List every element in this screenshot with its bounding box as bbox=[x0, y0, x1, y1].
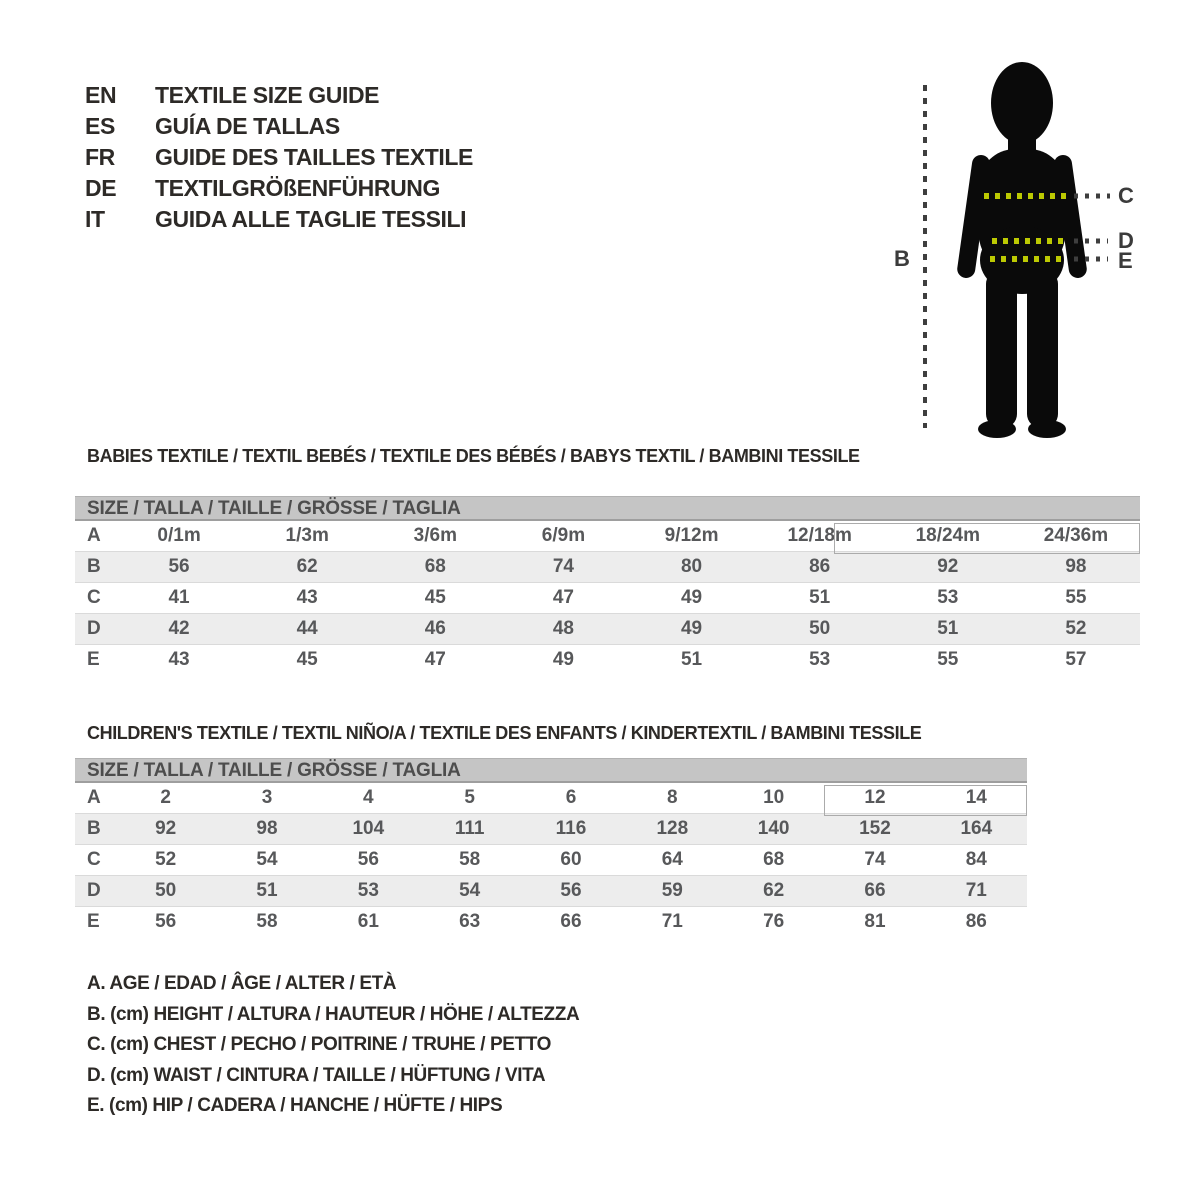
chest-label-c: C bbox=[1118, 183, 1134, 208]
language-label: GUIDE DES TAILLES TEXTILE bbox=[155, 144, 473, 170]
size-cell: 6 bbox=[565, 787, 577, 808]
size-cell: 104 bbox=[352, 818, 385, 839]
language-guide bbox=[85, 80, 473, 235]
row-label: D bbox=[87, 880, 101, 901]
size-cell: 49 bbox=[680, 587, 703, 608]
legend-item: C. (cm) CHEST / PECHO / POITRINE / TRUHE / PETTO bbox=[87, 1034, 551, 1055]
size-cell: 51 bbox=[256, 880, 278, 901]
size-cell: 80 bbox=[680, 556, 703, 577]
size-cell: 51 bbox=[937, 618, 959, 639]
size-cell: 53 bbox=[809, 649, 831, 670]
size-cell: 81 bbox=[864, 911, 886, 932]
children-section-title: CHILDREN'S TEXTILE / TEXTIL NIÑO/A / TEXTILE DES ENFANTS / KINDERTEXTIL / BAMBINI TESSILE bbox=[87, 723, 922, 743]
language-row bbox=[85, 111, 473, 142]
size-cell: 47 bbox=[424, 649, 446, 670]
legend-item: A. AGE / EDAD / ÂGE / ALTER / ETÀ bbox=[87, 973, 397, 994]
size-cell: 76 bbox=[763, 911, 785, 932]
size-cell: 2 bbox=[160, 787, 171, 808]
size-cell: 47 bbox=[552, 587, 574, 608]
size-cell: 4 bbox=[363, 787, 374, 808]
size-cell: 71 bbox=[661, 911, 683, 932]
size-cell: 9/12m bbox=[664, 525, 719, 546]
size-cell: 24/36m bbox=[1043, 525, 1109, 546]
size-cell: 45 bbox=[296, 649, 318, 670]
size-cell: 111 bbox=[454, 818, 485, 839]
language-row bbox=[85, 80, 473, 111]
size-cell: 164 bbox=[960, 818, 993, 839]
size-cell: 86 bbox=[809, 556, 831, 577]
table-row bbox=[75, 521, 1140, 552]
legend-item: B. (cm) HEIGHT / ALTURA / HAUTEUR / HÖHE / ALTEZZA bbox=[87, 1003, 580, 1025]
size-cell: 18/24m bbox=[915, 525, 981, 546]
row-label: E bbox=[87, 911, 100, 932]
size-cell: 1/3m bbox=[285, 525, 329, 546]
size-cell: 55 bbox=[937, 649, 959, 670]
language-row bbox=[85, 142, 473, 173]
size-cell: 98 bbox=[256, 818, 278, 839]
table-row bbox=[75, 783, 1027, 814]
size-table-body bbox=[75, 783, 1027, 938]
language-label: GUÍA DE TALLAS bbox=[155, 113, 340, 139]
language-code: ES bbox=[85, 113, 115, 139]
size-cell: 53 bbox=[937, 587, 959, 608]
size-cell: 84 bbox=[965, 849, 987, 870]
size-cell: 14 bbox=[965, 787, 987, 808]
size-cell: 74 bbox=[864, 849, 886, 870]
size-cell: 63 bbox=[459, 911, 481, 932]
size-cell: 98 bbox=[1065, 556, 1087, 577]
size-cell: 58 bbox=[256, 911, 278, 932]
size-cell: 12/18m bbox=[787, 525, 852, 546]
row-label: D bbox=[87, 618, 101, 639]
language-label: TEXTILE SIZE GUIDE bbox=[155, 82, 380, 108]
size-cell: 92 bbox=[155, 818, 177, 839]
size-cell: 71 bbox=[965, 880, 987, 901]
size-cell: 51 bbox=[680, 649, 703, 670]
size-cell: 59 bbox=[661, 880, 683, 901]
language-label: GUIDA ALLE TAGLIE TESSILI bbox=[155, 206, 467, 232]
row-label: C bbox=[87, 587, 101, 608]
size-cell: 54 bbox=[459, 880, 481, 901]
size-cell: 52 bbox=[155, 849, 177, 870]
language-code: EN bbox=[85, 82, 117, 108]
size-cell: 0/1m bbox=[157, 525, 201, 546]
legend-item: D. (cm) WAIST / CINTURA / TAILLE / HÜFTUNG / VITA bbox=[87, 1064, 546, 1086]
size-cell: 64 bbox=[661, 849, 683, 870]
size-table-header: SIZE / TALLA / TAILLE / GRÖSSE / TAGLIA bbox=[75, 758, 1027, 783]
size-cell: 43 bbox=[296, 587, 318, 608]
size-cell: 86 bbox=[965, 911, 987, 932]
size-cell: 62 bbox=[763, 880, 785, 901]
size-cell: 3 bbox=[261, 787, 273, 808]
size-cell: 51 bbox=[809, 587, 831, 608]
table-row bbox=[75, 876, 1027, 907]
size-cell: 46 bbox=[424, 618, 446, 639]
child-silhouette bbox=[956, 62, 1088, 438]
size-cell: 55 bbox=[1065, 587, 1087, 608]
size-cell: 43 bbox=[168, 649, 190, 670]
size-cell: 8 bbox=[667, 787, 678, 808]
size-cell: 56 bbox=[155, 911, 177, 932]
size-cell: 68 bbox=[763, 849, 785, 870]
size-cell: 3/6m bbox=[413, 525, 457, 546]
size-table-header: SIZE / TALLA / TAILLE / GRÖSSE / TAGLIA bbox=[75, 496, 1140, 521]
waist-label-d: D bbox=[1118, 228, 1134, 253]
size-cell: 6/9m bbox=[541, 525, 586, 546]
table-row bbox=[75, 845, 1027, 876]
table-row bbox=[75, 814, 1027, 845]
child-silhouette-figure bbox=[880, 45, 1140, 455]
size-cell: 57 bbox=[1065, 649, 1087, 670]
hip-label-e: E bbox=[1118, 248, 1133, 273]
children-size-table bbox=[75, 758, 1027, 938]
size-cell: 62 bbox=[296, 556, 318, 577]
size-cell: 44 bbox=[296, 618, 318, 639]
size-cell: 49 bbox=[680, 618, 703, 639]
size-cell: 54 bbox=[256, 849, 278, 870]
babies-size-table bbox=[75, 496, 1140, 676]
row-label: A bbox=[87, 787, 101, 808]
size-cell: 42 bbox=[168, 618, 190, 639]
table-row bbox=[75, 583, 1140, 614]
table-row bbox=[75, 645, 1140, 676]
size-cell: 61 bbox=[357, 911, 379, 932]
row-label: C bbox=[87, 849, 101, 870]
size-cell: 60 bbox=[560, 849, 582, 870]
row-label: B bbox=[87, 818, 101, 839]
measurement-legend bbox=[87, 969, 579, 1122]
size-cell: 74 bbox=[552, 556, 574, 577]
size-cell: 68 bbox=[424, 556, 446, 577]
size-cell: 5 bbox=[464, 787, 475, 808]
size-cell: 49 bbox=[552, 649, 574, 670]
language-row bbox=[85, 204, 473, 235]
size-cell: 10 bbox=[763, 787, 785, 808]
language-code: FR bbox=[85, 144, 115, 170]
size-cell: 56 bbox=[357, 849, 379, 870]
legend-item: E. (cm) HIP / CADERA / HANCHE / HÜFTE / HIPS bbox=[87, 1095, 503, 1116]
size-cell: 58 bbox=[459, 849, 481, 870]
size-table-body bbox=[75, 521, 1140, 676]
language-label: TEXTILGRÖßENFÜHRUNG bbox=[155, 175, 440, 201]
size-cell: 50 bbox=[155, 880, 177, 901]
size-cell: 48 bbox=[552, 618, 574, 639]
row-label: E bbox=[87, 649, 100, 670]
table-row bbox=[75, 907, 1027, 938]
height-label-b: B bbox=[894, 246, 910, 271]
language-code: DE bbox=[85, 175, 117, 201]
size-cell: 56 bbox=[560, 880, 582, 901]
size-cell: 92 bbox=[937, 556, 959, 577]
row-label: B bbox=[87, 556, 101, 577]
size-cell: 50 bbox=[809, 618, 831, 639]
table-row bbox=[75, 614, 1140, 645]
size-cell: 140 bbox=[757, 818, 790, 839]
size-cell: 41 bbox=[168, 587, 190, 608]
size-cell: 152 bbox=[859, 818, 891, 839]
language-row bbox=[85, 173, 473, 204]
size-cell: 116 bbox=[555, 818, 587, 839]
size-cell: 45 bbox=[424, 587, 446, 608]
size-cell: 56 bbox=[168, 556, 190, 577]
size-cell: 53 bbox=[357, 880, 379, 901]
row-label: A bbox=[87, 525, 101, 546]
babies-section-title: BABIES TEXTILE / TEXTIL BEBÉS / TEXTILE DES BÉBÉS / BABYS TEXTIL / BAMBINI TESSILE bbox=[87, 446, 860, 466]
table-row bbox=[75, 552, 1140, 583]
size-cell: 66 bbox=[560, 911, 582, 932]
language-code: IT bbox=[85, 206, 105, 232]
size-cell: 12 bbox=[864, 787, 886, 808]
size-cell: 66 bbox=[864, 880, 886, 901]
size-cell: 52 bbox=[1065, 618, 1087, 639]
size-cell: 128 bbox=[656, 818, 689, 839]
